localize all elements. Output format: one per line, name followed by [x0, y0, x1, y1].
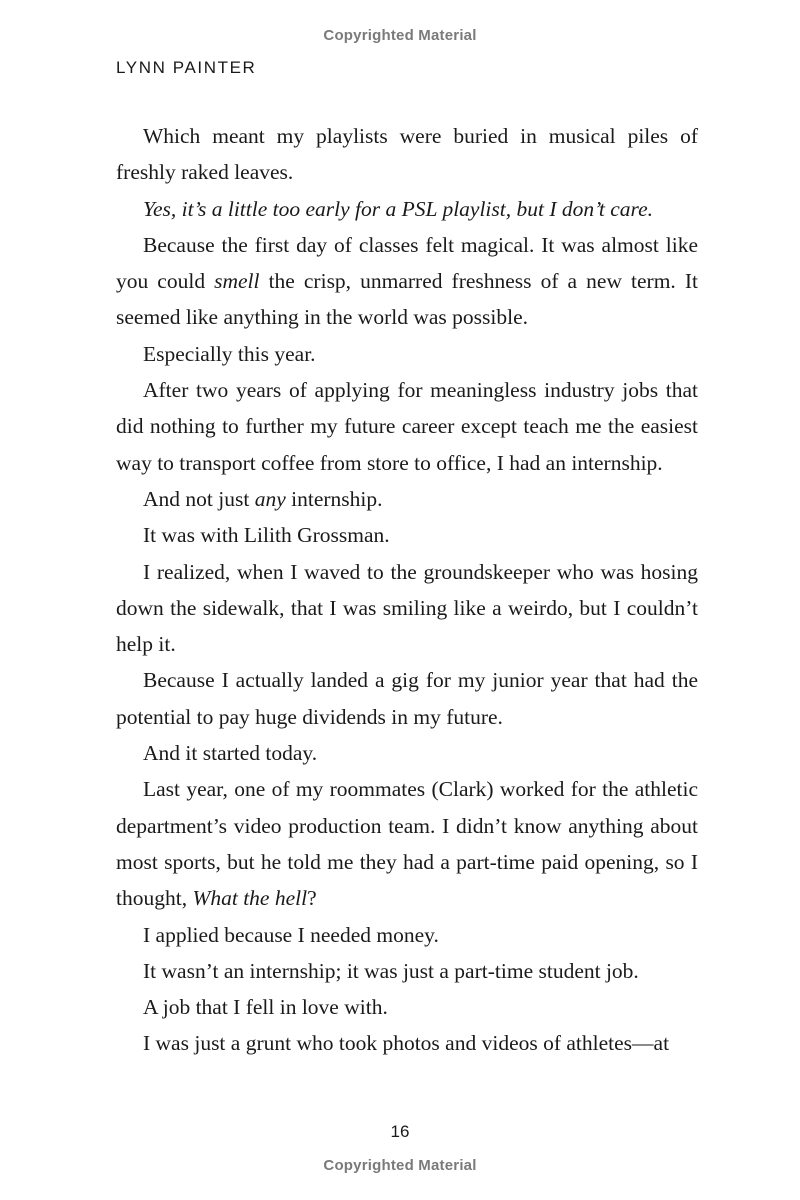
body-text [116, 118, 698, 1062]
paragraph: And it started today. [143, 741, 318, 766]
paragraph [116, 771, 698, 916]
running-head-author: LYNN PAINTER [116, 58, 257, 77]
paragraph: I realized, when I waved to the groundskeeper who was hosing down the sidewalk, that I was smiling like a weirdo, but I couldn’t help it. [116, 559, 698, 657]
copyright-watermark-top: Copyrighted Material [323, 27, 477, 44]
text-run: the crisp, unmarred freshness of a new term. It seemed like anything in the world was possible. [116, 269, 698, 330]
text-run: internship. [285, 486, 383, 511]
page-number: 16 [390, 1122, 410, 1141]
paragraph [116, 191, 698, 227]
text-run: Last year, one of my roommates (Clark) worked for the athletic department’s video production team. I didn’t know anything about most sports, but he told me they had a part-time paid opening, so I thought, [116, 777, 698, 911]
paragraph: A job that I fell in love with. [143, 995, 388, 1020]
paragraph: Which meant my playlists were buried in musical piles of freshly raked leaves. [116, 124, 698, 185]
text-run: And not just [143, 486, 255, 511]
paragraph: I applied because I needed money. [143, 922, 439, 947]
paragraph: It was with Lilith Grossman. [143, 523, 390, 548]
paragraph: After two years of applying for meaningless industry jobs that did nothing to further my future career except teach me the easiest way to transport coffee from store to office, I had an internship. [116, 378, 698, 475]
paragraph [116, 481, 698, 517]
copyright-watermark-bottom: Copyrighted Material [323, 1157, 477, 1174]
paragraph: It wasn’t an internship; it was just a part-time student job. [143, 958, 639, 983]
emphasis: What the hell [192, 886, 308, 911]
emphasis: smell [214, 269, 260, 294]
text-run: ? [307, 886, 317, 911]
paragraph: Because I actually landed a gig for my junior year that had the potential to pay huge dividends in my future. [116, 668, 698, 729]
paragraph [116, 227, 698, 336]
italic-thought: Yes, it’s a little too early for a PSL playlist, but I don’t care. [143, 196, 654, 221]
text-run: Because the first day of classes felt magical. It was almost like you could [116, 232, 698, 294]
emphasis: any [254, 486, 286, 511]
paragraph: Especially this year. [143, 341, 316, 366]
paragraph: I was just a grunt who took photos and videos of athletes—at [143, 1031, 670, 1056]
